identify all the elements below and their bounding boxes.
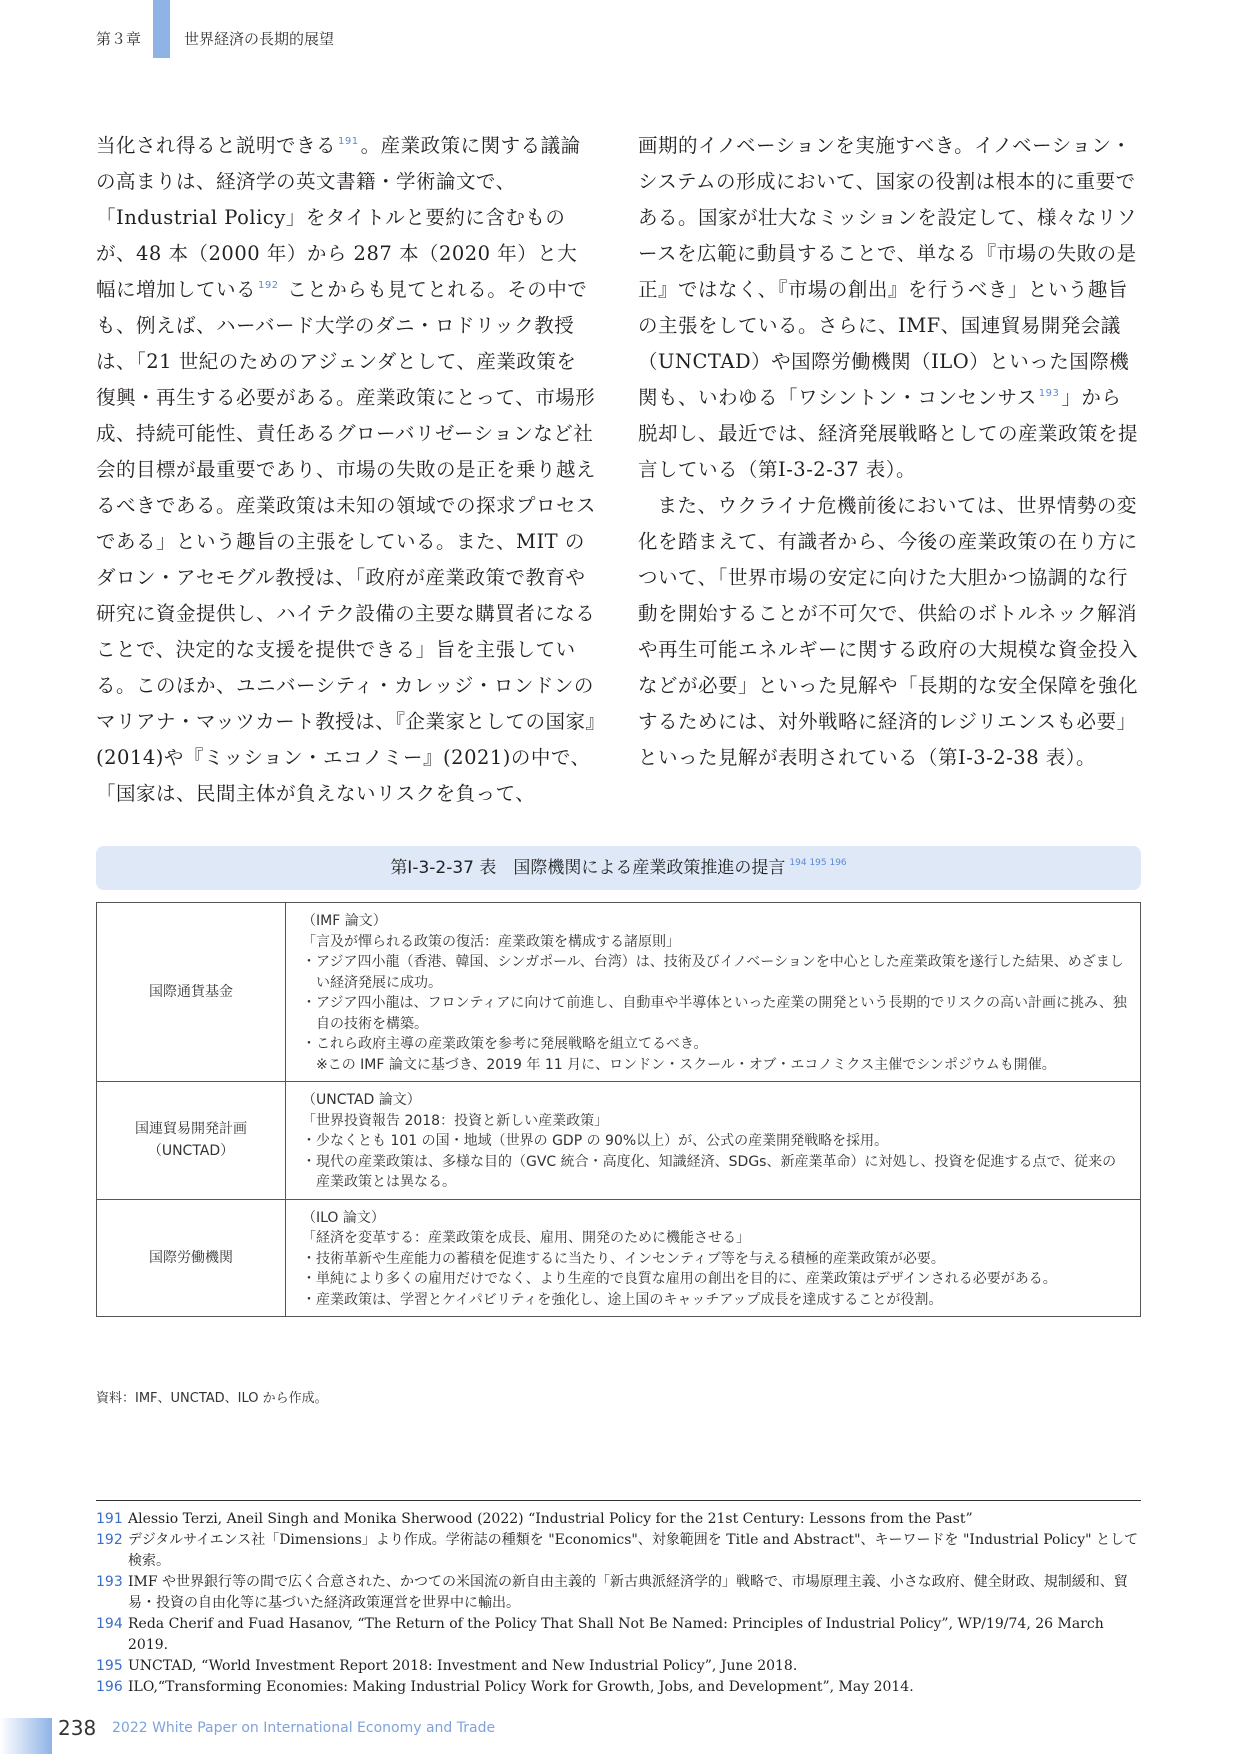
text-line: 「言及が憚られる政策の復活：産業政策を構成する諸原則」 — [302, 933, 680, 950]
bullet-point: ・アジア四小龍（香港、韓国、シンガポール、台湾）は、技術及びイノベーションを中心とした産業政策を遂行した結果、めざましい経済発展に成功。 — [302, 954, 1124, 991]
bullet-point: ・単純により多くの雇用だけでなく、より生産的で良質な雇用の創出を目的に、産業政策はデザインされる必要がある。 — [302, 1271, 1057, 1287]
text-segment: 」から脱却し、最近では、経済発展戦略としての産業政策を提言している（第Ⅰ-3-2-37 表）。 — [638, 386, 1139, 481]
publication-title: 2022 White Paper on International Economy and Trade — [112, 1720, 496, 1736]
footnote-ref-191[interactable]: 191 — [338, 136, 359, 147]
footnote-text: Reda Cherif and Fuad Hasanov, “The Return of the Policy That Shall Not Be Named: Principles of Industrial Policy”, WP/19/74, 26 March 2019. — [128, 1616, 1104, 1653]
footnote-text: デジタルサイエンス社「Dimensions」より作成。学術誌の種類を "Economics"、対象範囲を Title and Abstract"、キーワードを "Industrial Policy" として検索。 — [128, 1532, 1139, 1569]
table-row — [97, 1199, 1141, 1317]
text-segment: 当化され得ると説明できる — [96, 134, 337, 157]
footnote-text: Alessio Terzi, Aneil Singh and Monika Sherwood (2022) “Industrial Policy for the 21st Century: Lessons from the Past” — [128, 1511, 973, 1527]
page-number: 238 — [58, 1716, 97, 1740]
chapter-title: 世界経済の長期的展望 — [184, 30, 335, 48]
page-header — [0, 0, 1241, 58]
footnote-193 — [96, 1572, 1141, 1614]
organization-name: 国際通貨基金 — [149, 984, 233, 1000]
footnote-191 — [96, 1509, 1141, 1530]
text-line: 「世界投資報告 2018：投資と新しい産業政策」 — [302, 1112, 609, 1129]
recommendation-cell — [286, 903, 1141, 1082]
footnotes — [96, 1509, 1141, 1698]
recommendation-cell — [286, 1199, 1141, 1317]
recommendation-cell — [286, 1082, 1141, 1200]
footnote-ref-193[interactable]: 193 — [1038, 388, 1060, 399]
footer-accent-bar — [0, 1718, 52, 1754]
left-paragraph — [96, 128, 596, 812]
organization-name: 国連貿易開発計画 — [135, 1121, 247, 1138]
footnote-196 — [96, 1677, 1141, 1698]
note-line: ※この IMF 論文に基づき、2019 年 11 月に、ロンドン・スクール・オブ・エコノミクス主催でシンポジウムも開催。 — [316, 1056, 1056, 1073]
footnote-text: IMF や世界銀行等の間で広く合意された、かつての米国流の新自由主義的「新古典派経済学的」戦略で、市場原理主義、小さな政府、健全財政、規制緩和、貿易・投資の自由化等に基づいた経済政策運営を世界中に輸出。 — [128, 1574, 1128, 1611]
right-paragraph-2: また、ウクライナ危機前後においては、世界情勢の変化を踏まえて、有識者から、今後の産業政策の在り方について、「世界市場の安定に向けた大胆かつ協調的な行動を開始することが不可欠で、供給のボトルネック解消や再生可能エネルギーに関する政府の大規模な資金投入などが必要」といった見解や「長期的な安全保障を強化するためには、対外戦略に経済的レジリエンスも必要」といった見解が表明されている（第Ⅰ-3-2-38 表）。 — [638, 494, 1139, 769]
organization-cell — [97, 1199, 286, 1317]
text-line: 「経済を変革する：産業政策を成長、雇用、開発のために機能させる」 — [302, 1230, 750, 1246]
footnote-number: 195 — [96, 1658, 123, 1674]
footnote-text: UNCTAD, “World Investment Report 2018: Investment and New Industrial Policy”, June 2018. — [128, 1658, 798, 1674]
bullet-point: ・技術革新や生産能力の蓄積を促進するに当たり、インセンティブ等を与える積極的産業政策が必要。 — [302, 1250, 945, 1267]
header-accent-bar — [153, 0, 170, 58]
table-source: 資料：IMF、UNCTAD、ILO から作成。 — [96, 1391, 328, 1406]
recommendations-table — [96, 902, 1141, 1317]
footnote-ref-192[interactable]: 192 — [258, 280, 279, 291]
bullet-point: ・現代の産業政策は、多様な目的（GVC 統合・高度化、知識経済、SDGs、新産業革命）に対処し、投資を促進する点で、従来の産業政策とは異なる。 — [302, 1153, 1117, 1190]
bullet-point: ・少なくとも 101 の国・地域（世界の GDP の 90%以上）が、公式の産業開発戦略を採用。 — [302, 1133, 889, 1149]
footnote-text: ILO,“Transforming Economies: Making Industrial Policy Work for Growth, Jobs, and Development”, May 2014. — [128, 1679, 914, 1695]
footnote-number: 196 — [96, 1679, 123, 1695]
text-segment: ことからも見てとれる。その中でも、例えば、ハーバード大学のダニ・ロドリック教授は、「21 世紀のためのアジェンダとして、産業政策を復興・再生する必要がある。産業政策にとって、市場形成、持続可能性、責任あるグローバリゼーションなど社会的目標が最重要であり、市場の失敗の是正を乗り越えるべきである。産業政策は未知の領域での探求プロセスである」という趣旨の主張をしている。また、MIT のダロン・アセモグル教授は、「政府が産業政策で教育や研究に資金提供し、ハイテク設備の主要な購買者になることで、決定的な支援を提供できる」旨を主張している。このほか、ユニバーシティ・カレッジ・ロンドンのマリアナ・マッツカート教授は、『企業家としての国家』(2014)や『ミッション・エコノミー』(2021)の中で、「国家は、民間主体が負えないリスクを負って、 — [96, 278, 597, 805]
footnote-194 — [96, 1614, 1141, 1656]
organization-cell — [97, 903, 286, 1082]
text-line: （UNCTAD 論文） — [302, 1092, 421, 1108]
body-left-column — [96, 128, 596, 812]
footnote-number: 192 — [96, 1532, 123, 1548]
text-segment: 。産業政策に関する議論の高まりは、経済学の英文書籍・学術論文で、「Industrial Policy」をタイトルと要約に含むものが、48 本（2000 年）から 287 本（2020 年）と大幅に増加している — [96, 134, 581, 301]
footnote-number: 191 — [96, 1511, 123, 1527]
organization-cell — [97, 1082, 286, 1200]
bullet-point: ・これら政府主導の産業政策を参考に発展戦略を組立てるべき。 — [302, 1036, 708, 1052]
table-row — [97, 903, 1141, 1082]
table-row — [97, 1082, 1141, 1200]
text-line: （ILO 論文） — [302, 1209, 385, 1226]
right-paragraph-1 — [638, 128, 1138, 488]
footnote-divider — [96, 1500, 1141, 1501]
bullet-point: ・アジア四小龍は、フロンティアに向けて前進し、自動車や半導体といった産業の開発という長期的でリスクの高い計画に挑み、独自の技術を構築。 — [302, 995, 1127, 1032]
text-segment: 画期的イノベーションを実施すべき。イノベーション・システムの形成において、国家の役割は根本的に重要である。国家が壮大なミッションを設定して、様々なリソースを広範に動員することで、単なる『市場の失敗の是正』ではなく、『市場の創出』を行うべき」という趣旨の主張をしている。さらに、IMF、国連貿易開発会議（UNCTAD）や国際労働機関（ILO）といった国際機関も、いわゆる「ワシントン・コンセンサス — [638, 134, 1137, 409]
text-line: （IMF 論文） — [302, 913, 387, 929]
footnote-number: 193 — [96, 1574, 123, 1590]
footnote-195 — [96, 1656, 1141, 1677]
organization-abbrev: （UNCTAD） — [147, 1143, 235, 1160]
footnote-192 — [96, 1530, 1141, 1572]
body-right-column — [638, 128, 1138, 776]
table-caption-text: 第Ⅰ-3-2-37 表 国際機関による産業政策推進の提言 — [390, 858, 786, 878]
bullet-point: ・産業政策は、学習とケイパビリティを強化し、途上国のキャッチアップ成長を達成することが役割。 — [302, 1291, 943, 1308]
organization-name: 国際労働機関 — [149, 1249, 233, 1266]
table-caption-footnotes[interactable]: 194 195 196 — [789, 858, 847, 868]
chapter-label: 第３章 — [96, 30, 142, 48]
table-caption — [96, 846, 1141, 890]
footnote-number: 194 — [96, 1616, 123, 1632]
